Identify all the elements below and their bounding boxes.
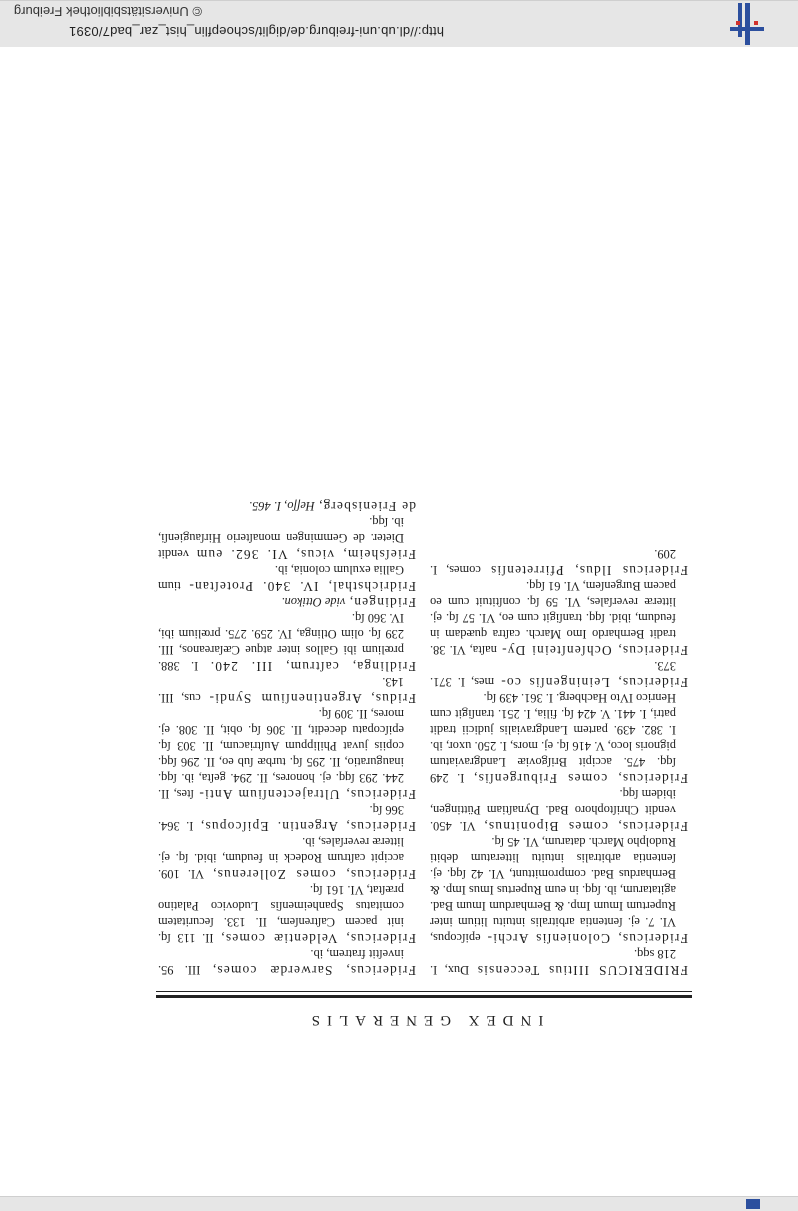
index-entry: Fridrichsthal, IV. 340. Proteſtan- tium Gallia exulum colonia, ib.: [158, 563, 416, 594]
index-entry: Fridericus, Leiningenſis co- mes, I. 371. 373.: [430, 659, 688, 690]
scanned-page: [150, 262, 698, 1028]
index-entry: Fridericus, Ultrajectenſium Anti- ſtes, II. 244. 293 ſqq. ej. honores, II. 294. geſta, ib. ſqq. inauguratio, II. 295 ſq. turbæ ſub eo, II. 296 ſqq. copiis juvat Philippum Auſtriacum, II. 303 ſq. epiſcopatu decedit, II. 306 ſq. obit, II. 308. ej. mores, II. 309 ſq.: [158, 707, 416, 802]
source-url-link[interactable]: http://dl.ub.uni-freiburg.de/diglit/schoepflin_hist_zar_bad7/0391: [68, 24, 444, 39]
index-entry: Fridericus, comes Zollerenus, VI. 109. accipit caſtrum Rodeck in feudum, ibid. ſq. ej. litteræ reverſales, ib.: [158, 835, 416, 882]
title-rule-thick: [156, 995, 692, 998]
bottom-banner-strip: [0, 1196, 798, 1211]
index-column-left: [430, 546, 688, 978]
index-entry: Fridlinga, caſtrum, III. 240. I. 388. prœlium ibi Gallos inter atque Cæſareanos, III. 239 ſq. olim Otlinga, IV. 259. 275. prœlium ibi, IV. 360 ſq.: [158, 611, 416, 674]
index-entry: Fridericus, Sarwerdæ comes, III. 95. inveſtit fratrem, ib.: [158, 947, 416, 978]
library-banner: [0, 0, 798, 47]
index-entry: FRIDERICUS IIItius Teccensis Dux, I. 218 sqq.: [430, 947, 688, 978]
index-entry: de Frienisberg, Heſſo, I. 465.: [249, 499, 416, 514]
index-entry: Fridingen, vide Ottikon.: [281, 595, 416, 610]
index-entry: Fridericus, Argentin. Epiſcopus, I. 364. 366 ſq.: [158, 803, 416, 834]
title-rule-thin: [156, 991, 692, 992]
index-entry: Fridus, Argentinenſium Syndi- cus, III. 143.: [158, 675, 416, 706]
index-entry: Fridericus, comes Biponitnus, VI. 450. vendit Chriſtophoro Bad. Dynaſtiam Püttingen, ibidem ſqq.: [430, 787, 688, 834]
page-title: INDEX GENERALIS: [304, 1012, 544, 1028]
index-column-right: [158, 498, 416, 978]
index-entry: Fridericus, Colonienſis Archi- epiſcopus, VI. 7. ej. ſententia arbitralis intuitu litium inter Rupertum Imum Imp. & Bernhardum Imum Bad. agitatarum, ib. ſqq. in eum Rupertus Imus Imp. & Bernhardus Bad. compromittunt, VI. 42 ſqq. ej. ſententia arbitralis intuitu litteratum debiti Rudolpho March. datarum, VI. 45 ſq.: [430, 835, 688, 946]
university-logo-icon: [730, 3, 764, 45]
index-entry: Fridericus, comes Friburgenſis, I. 249 ſqq. 475. accipit Briſgoviæ Landgraviatum pignoris loco, V. 416 ſq. ej. mors, I. 250. uxor, ib. I. 382. 439. partem Landgravialis judicii tradit patri, I. 441. V. 424 ſq. filia, I. 251. tranſigit cum Henrico IVto Hachberg. I. 361. 439 ſq.: [430, 691, 688, 786]
index-entry: Fridericus Ildus, Pfirretenſis comes, I. 209.: [430, 547, 688, 578]
copyright-text: © Universitätsbibliothek Freiburg: [13, 4, 202, 19]
index-entry: Fridericus, Veldentiæ comes, II. 113 ſq. init pacem Caſtrenſem, II. 133. ſecuritatem comitatus Spanheimenſis Ludovico Palatino præſtat, VI. 161 ſq.: [158, 883, 416, 946]
index-entry: Frieſsheim, vicus, VI. 362. eum vendit Dieter. de Gemmingen monaſterio Hirſaugienſi, ib. ſqq.: [158, 515, 416, 562]
logo-fragment-icon: [746, 1199, 760, 1209]
index-entry: Fridericus, Ochſenſteini Dy- naſta, VI. 38. tradit Bernhardo Imo March. caſtra quædam in feudum, ibid. ſqq. tranſigit cum eo, VI. 57 ſq. ej. litteræ reverſales, VI. 59 ſq. conſtituit cum eo pacem Burgenſem, VI. 61 ſqq.: [430, 579, 688, 658]
